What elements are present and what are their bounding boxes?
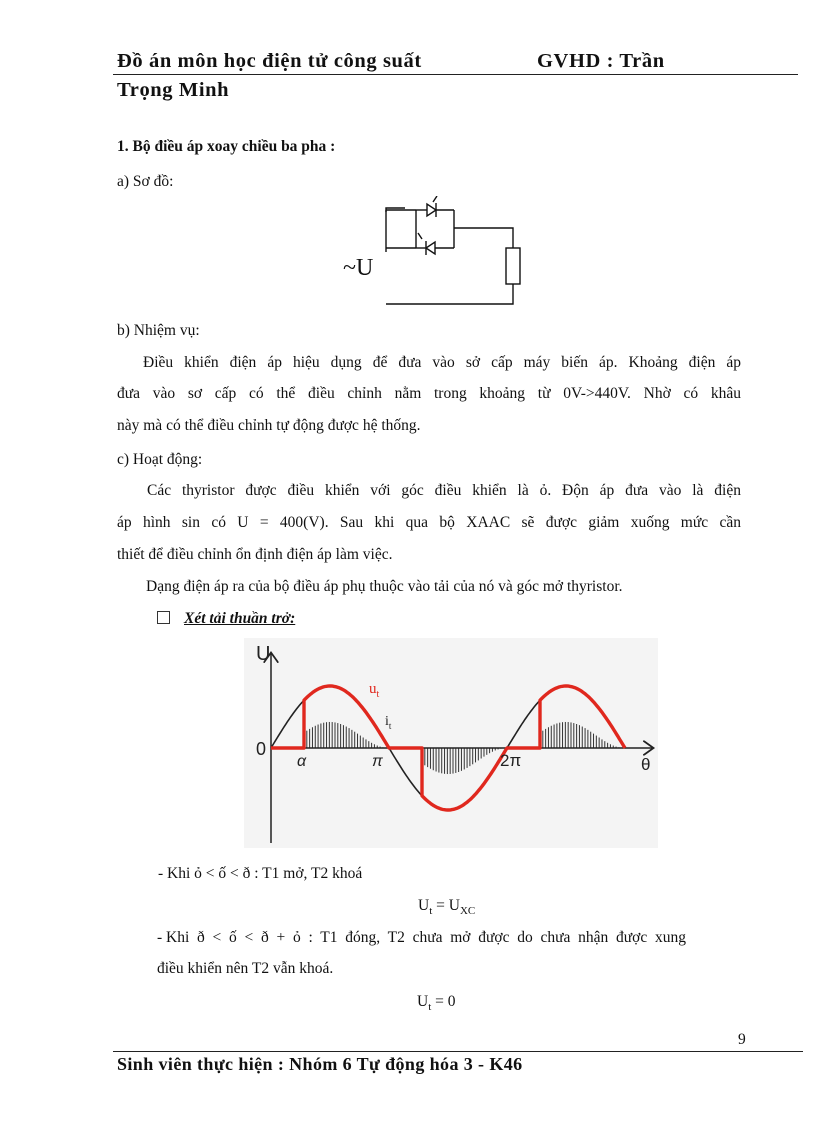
y-axis-label: U bbox=[256, 643, 271, 665]
subsection-b-label: b) Nhiệm vụ: bbox=[117, 322, 200, 339]
paragraph-c-line-4: Dạng điện áp ra của bộ điều áp phụ thuộc vào tải của nó và góc mở thyristor. bbox=[146, 578, 623, 595]
waveform-figure bbox=[244, 638, 658, 848]
alpha-label: α bbox=[297, 753, 307, 770]
case-2-line-2: điều khiển nên T2 vẫn khoá. bbox=[157, 960, 334, 977]
case-2-line-1: - Khi ð < ố < ð + ỏ : T1 đóng, T2 chưa mở được do chưa nhận được xung bbox=[157, 929, 686, 946]
subsection-a-label: a) Sơ đồ: bbox=[117, 173, 174, 190]
paragraph-c-line-3: thiết để điều chỉnh ổn định điện áp làm việc. bbox=[117, 546, 393, 563]
origin-label: 0 bbox=[256, 739, 267, 759]
case-1-text: - Khi ỏ < ố < ð : T1 mở, T2 khoá bbox=[158, 865, 363, 882]
it-label: $i_t$ bbox=[385, 714, 392, 731]
circuit-wire-to-load bbox=[454, 228, 513, 248]
bullet-box-icon bbox=[157, 611, 170, 624]
case-2-formula: $U_t = 0$ bbox=[417, 993, 456, 1013]
circuit-source-label: ~U bbox=[343, 255, 374, 281]
pi-label: π bbox=[372, 753, 383, 770]
circuit-diagram bbox=[330, 196, 530, 312]
load-resistor-icon bbox=[506, 248, 520, 284]
paragraph-b-line-3: này mà có thể điều chỉnh tự động được hệ thống. bbox=[117, 417, 421, 434]
case-1-formula: $U_t = U_{XC}$ bbox=[418, 897, 476, 917]
footer-text: Sinh viên thực hiện : Nhóm 6 Tự động hóa 3 - K46 bbox=[117, 1054, 523, 1074]
paragraph-b-line-1: Điều khiển điện áp hiệu dụng để đưa vào sở cấp máy biến áp. Khoảng điện áp bbox=[143, 354, 741, 371]
ut-label: $u_t$ bbox=[369, 681, 380, 700]
bullet-resistive-load bbox=[157, 609, 295, 629]
circuit-wire-return bbox=[386, 284, 513, 304]
header-advisor-continued: Trọng Minh bbox=[117, 79, 230, 101]
two-pi-label: 2π bbox=[500, 751, 522, 770]
paragraph-c-line-1: Các thyristor được điều khiển với góc điều khiển là ỏ. Độn áp đưa vào là điện bbox=[147, 482, 741, 499]
page-number: 9 bbox=[738, 1031, 746, 1048]
paragraph-c-line-2: áp hình sin có U = 400(V). Sau khi qua bộ XAAC sẽ được giảm xuống mức cần bbox=[117, 514, 741, 531]
bullet-label: Xét tải thuần trở: bbox=[184, 610, 296, 627]
header-title: Đồ án môn học điện tử công suất bbox=[117, 50, 422, 72]
x-axis-label: θ bbox=[641, 755, 651, 774]
subsection-c-label: c) Hoạt động: bbox=[117, 451, 203, 468]
thyristor-bottom-icon bbox=[426, 242, 435, 254]
header-rule bbox=[113, 74, 798, 75]
section-heading: 1. Bộ điều áp xoay chiều ba pha : bbox=[117, 138, 336, 155]
footer-rule bbox=[113, 1051, 803, 1052]
paragraph-b-line-2: đưa vào sơ cấp có thể điều chỉnh nằm trong khoảng từ 0V->440V. Nhờ có khâu bbox=[117, 385, 741, 402]
thyristor-top-icon bbox=[427, 204, 436, 216]
header-advisor: GVHD : Trần bbox=[537, 50, 665, 72]
